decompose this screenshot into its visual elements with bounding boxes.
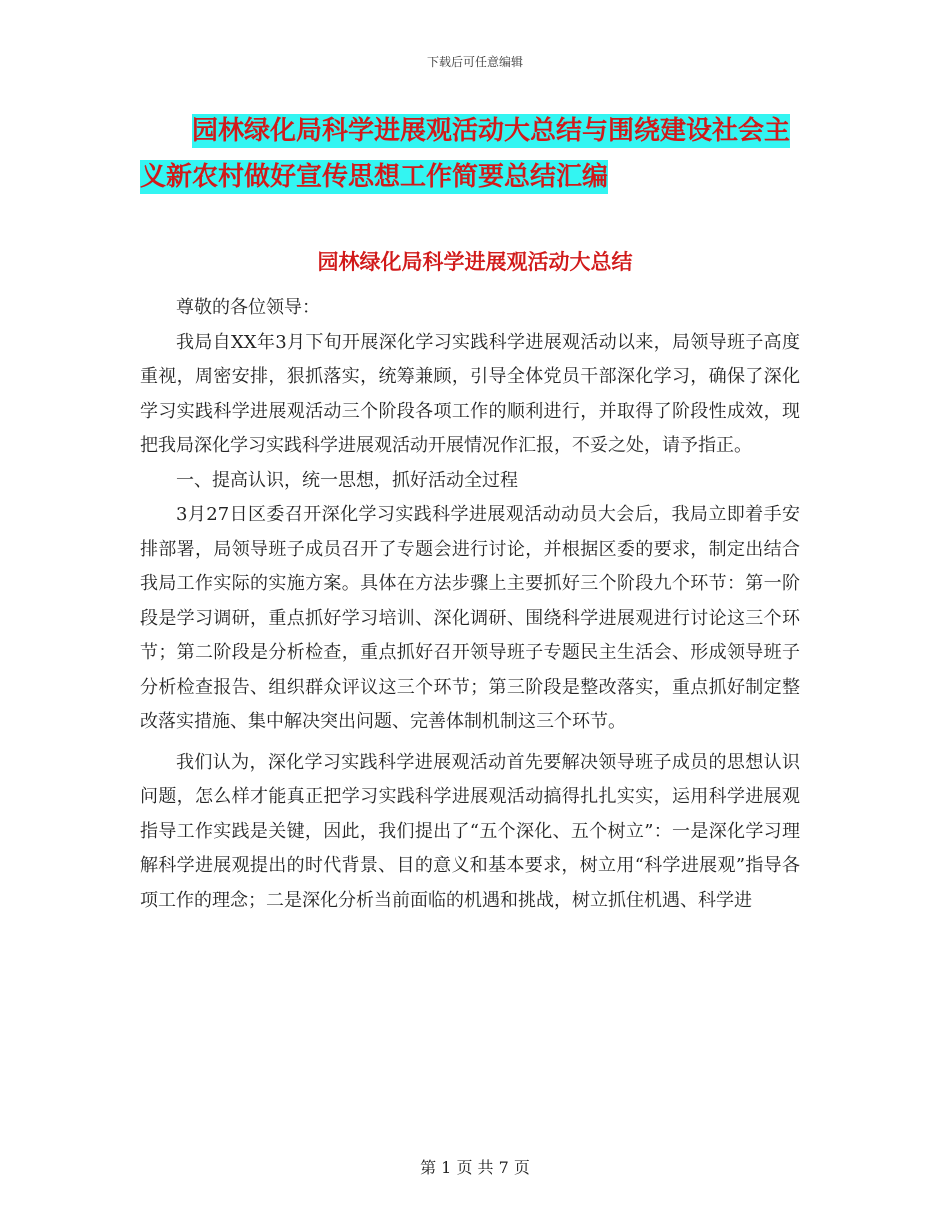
paragraph-understanding: 我们认为，深化学习实践科学进展观活动首先要解决领导班子成员的思想认识问题，怎么样才能真正把学习实践科学进展观活动搞得扎扎实实，运用科学进展观指导工作实践是关键，因此，我们提出了“五个深化、五个树立”：一是深化学习理解科学进展观提出的时代背景、目的意义和基本要求，树立用“科学进展观”指导各项工作的理念；二是深化分析当前面临的机遇和挑战，树立抓住机遇、科学进	[140, 751, 800, 911]
document-title	[140, 108, 820, 200]
header-note: 下载后可任意编辑	[426, 55, 523, 69]
body-text	[140, 291, 800, 918]
paragraph-stages: 3月27日区委召开深化学习实践科学进展观活动动员大会后，我局立即着手安排部署，局领导班子成员召开了专题会进行讨论，并根据区委的要求，制定出结合我局工作实际的实施方案。具体在方法步骤上主要抓好三个阶段九个环节：第一阶段是学习调研，重点抓好学习培训、深化调研、围绕科学进展观进行讨论这三个环节；第二阶段是分析检查，重点抓好召开领导班子专题民主生活会、形成领导班子分析检查报告、组织群众评议这三个环节；第三阶段是整改落实，重点抓好制定整改落实措施、集中解决突出问题、完善体制机制这三个环节。	[140, 504, 800, 732]
paragraph-heading-1: 一、提高认识，统一思想，抓好活动全过程	[176, 469, 518, 491]
section-title: 园林绿化局科学进展观活动大总结	[317, 249, 633, 274]
paragraph-intro: 我局自XX年3月下旬开展深化学习实践科学进展观活动以来，局领导班子高度重视，周密安排，狠抓落实，统筹兼顾，引导全体党员干部深化学习，确保了深化学习实践科学进展观活动三个阶段各项工作的顺利进行，并取得了阶段性成效，现把我局深化学习实践科学进展观活动开展情况作汇报，不妥之处，请予指正。	[140, 331, 800, 456]
page-number: 第 1 页 共 7 页	[420, 1158, 530, 1177]
title-line-2: 义新农村做好宣传思想工作简要总结汇编	[140, 162, 609, 192]
paragraph-salutation: 尊敬的各位领导：	[176, 297, 320, 318]
title-line-1: 园林绿化局科学进展观活动大总结与围绕建设社会主	[192, 116, 791, 146]
